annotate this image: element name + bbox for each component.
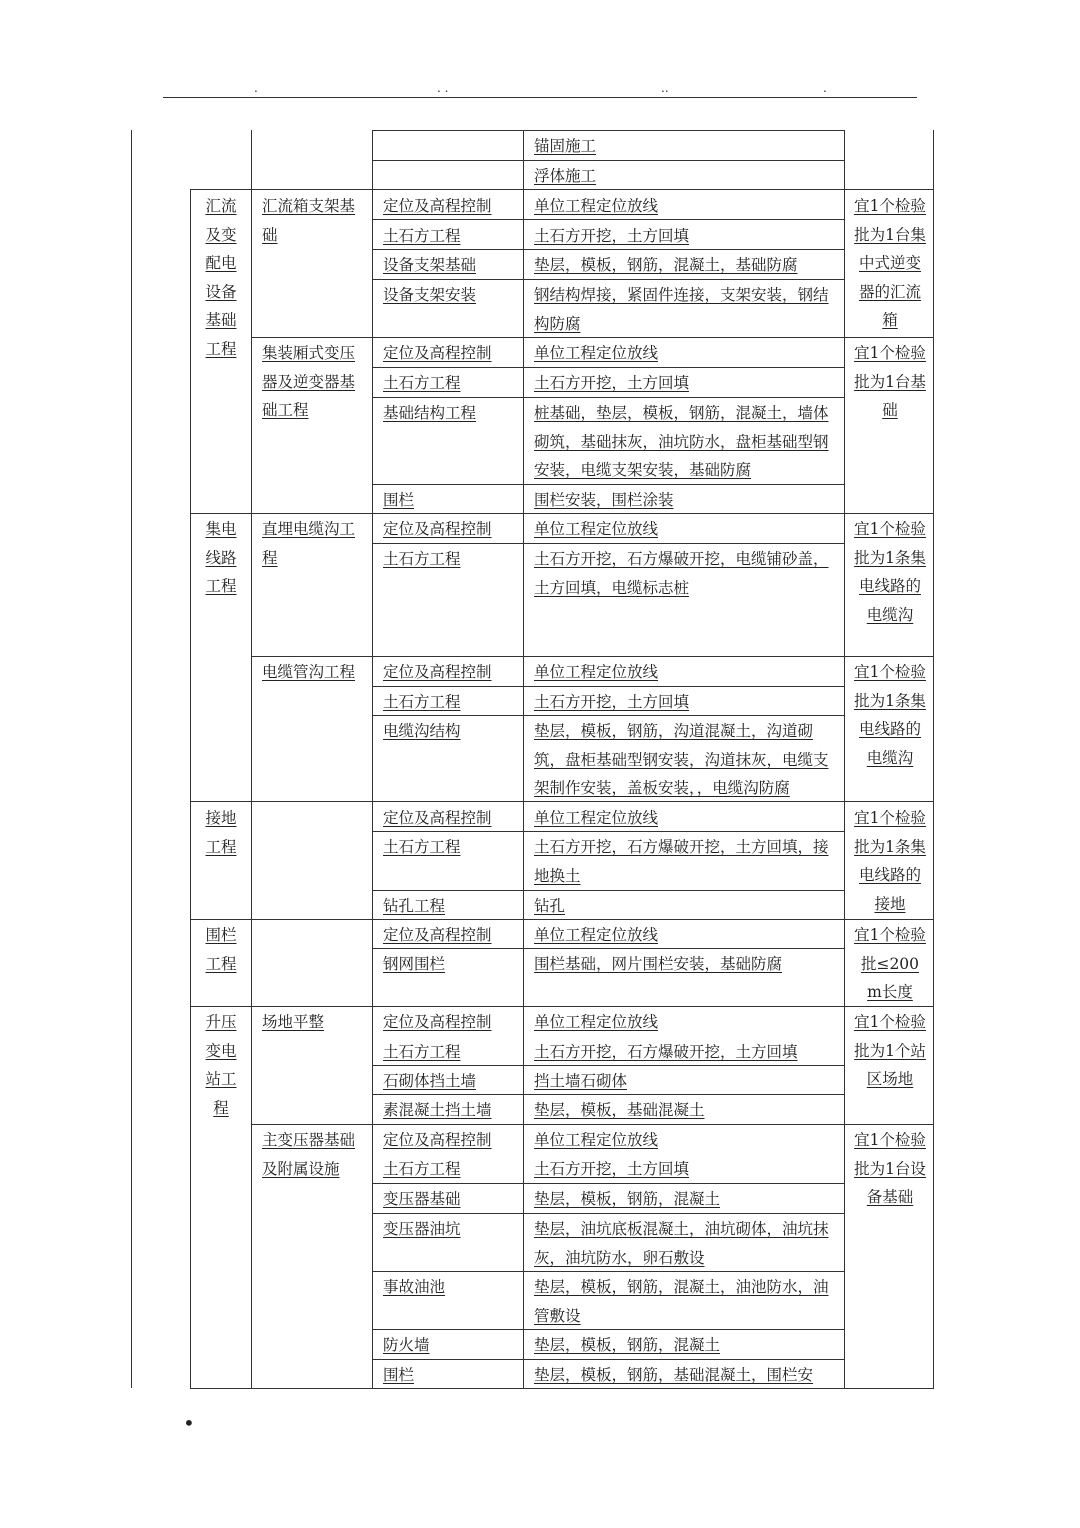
- subitem-cell: 定位及高程控制: [383, 344, 492, 362]
- subitem-cell: 土石方工程: [383, 227, 461, 245]
- table-line: [372, 130, 845, 131]
- table-line: [190, 189, 191, 1389]
- item-cell: 垫层，模板，钢筋，混凝土: [534, 1336, 721, 1354]
- subitem-cell: 变压器油坑: [383, 1220, 461, 1238]
- subitem-cell: 定位及高程控制: [383, 520, 492, 538]
- item-cell: 土石方开挖，石方爆破开挖，土方回填: [534, 1043, 798, 1061]
- item-cell: 桩基础，垫层，模板，钢筋，混凝土，墙体砌筑，基础抹灰，油坑防水，盘柜基础型钢安装，电缆支架安装，基础防腐: [534, 404, 829, 479]
- table-line: [844, 130, 845, 1389]
- subitem-cell: 基础结构工程: [383, 404, 477, 422]
- item-cell: 围栏基础，网片围栏安装，基础防腐: [534, 955, 783, 973]
- subitem-cell: 定位及高程控制: [383, 663, 492, 681]
- item-cell: 单位工程定位放线: [534, 1131, 659, 1149]
- item-cell: 浮体施工: [534, 167, 597, 185]
- item-cell: 锚固施工: [534, 137, 597, 155]
- batch-cell: 宜1个检验批为1台基础: [854, 344, 926, 419]
- item-cell: 土石方开挖，土方回填: [534, 693, 690, 711]
- footer-mark: •: [183, 1411, 195, 1435]
- item-cell: 土石方开挖，土方回填: [534, 1160, 690, 1178]
- subunit-cell: 场地平整: [262, 1013, 325, 1031]
- subitem-cell: 定位及高程控制: [383, 926, 492, 944]
- subitem-cell: 变压器基础: [383, 1190, 461, 1208]
- subitem-cell: 土石方工程: [383, 1043, 461, 1061]
- item-cell: 单位工程定位放线: [534, 520, 659, 538]
- subitem-cell: 定位及高程控制: [383, 197, 492, 215]
- header-mark: . .: [437, 81, 449, 95]
- subitem-cell: 定位及高程控制: [383, 809, 492, 827]
- batch-cell: 宜1个检验批为1条集电线路的接地: [854, 809, 926, 913]
- item-cell: 垫层，模板，基础混凝土: [534, 1101, 705, 1119]
- table-line: [844, 1124, 934, 1125]
- subitem-cell: 围栏: [383, 491, 415, 509]
- header-mark: ..: [661, 81, 669, 95]
- subitem-cell: 土石方工程: [383, 550, 461, 568]
- subunit-cell: 电缆管沟工程: [262, 663, 356, 681]
- table-line: [251, 656, 845, 657]
- item-cell: 垫层，模板，钢筋，混凝土，油池防水，油管敷设: [534, 1278, 829, 1325]
- item-cell: 单位工程定位放线: [534, 344, 659, 362]
- subunit-cell: 主变压器基础及附属设施: [262, 1131, 356, 1178]
- table-line: [372, 890, 845, 891]
- item-cell: 垫层，油坑底板混凝土，油坑砌体，油坑抹灰，油坑防水，卵石敷设: [534, 1220, 829, 1267]
- subunit-cell: 直埋电缆沟工程: [262, 520, 356, 567]
- subitem-cell: 钢网围栏: [383, 955, 446, 973]
- item-cell: 垫层，模板，钢筋，基础混凝土，围栏安: [534, 1366, 814, 1384]
- header-mark: .: [823, 81, 827, 95]
- item-cell: 土石方开挖，石方爆破开挖，电缆铺砂盖，土方回填，电缆标志桩: [534, 550, 829, 597]
- table-line: [933, 130, 934, 1389]
- batch-cell: 宜1个检验批≤200m长度: [854, 926, 926, 1001]
- item-cell: 单位工程定位放线: [534, 1013, 659, 1031]
- table-line: [372, 130, 373, 1389]
- item-cell: 单位工程定位放线: [534, 809, 659, 827]
- subitem-cell: 设备支架基础: [383, 256, 477, 274]
- subitem-cell: 设备支架安装: [383, 286, 477, 304]
- subitem-cell: 定位及高程控制: [383, 1013, 492, 1031]
- item-cell: 垫层，模板，钢筋，沟道混凝土，沟道砌筑，盘柜基础型钢安装，沟道抹灰，电缆支架制作安装，盖板安装，，电缆沟防腐: [534, 722, 829, 797]
- subitem-cell: 土石方工程: [383, 374, 461, 392]
- subitem-cell: 钻孔工程: [383, 897, 446, 915]
- item-cell: 单位工程定位放线: [534, 663, 659, 681]
- batch-cell: 宜1个检验批为1台设备基础: [854, 1131, 926, 1206]
- margin-rule: [131, 130, 132, 1388]
- item-cell: 单位工程定位放线: [534, 926, 659, 944]
- item-cell: 单位工程定位放线: [534, 197, 659, 215]
- item-cell: 土石方开挖，土方回填: [534, 374, 690, 392]
- subunit-cell: 汇流箱支架基础: [262, 197, 356, 244]
- subitem-cell: 防火墙: [383, 1336, 430, 1354]
- subitem-cell: 土石方工程: [383, 693, 461, 711]
- table-line: [190, 1006, 934, 1007]
- batch-cell: 宜1个检验批为1个站区场地: [854, 1013, 926, 1088]
- item-cell: 垫层，模板，钢筋，混凝土: [534, 1190, 721, 1208]
- item-cell: 钢结构焊接，紧固件连接，支架安装，钢结构防腐: [534, 286, 829, 333]
- table-line: [523, 130, 524, 1389]
- table-line: [251, 130, 252, 1389]
- page-header: [0, 82, 1080, 96]
- category-cell: 接地工程: [205, 809, 237, 856]
- table-line: [844, 656, 934, 657]
- subitem-cell: 事故油池: [383, 1278, 446, 1296]
- item-cell: 垫层，模板，钢筋，混凝土，基础防腐: [534, 256, 798, 274]
- batch-cell: 宜1个检验批为1条集电线路的电缆沟: [854, 520, 926, 624]
- item-cell: 挡土墙石砌体: [534, 1072, 628, 1090]
- header-divider: [163, 97, 917, 98]
- category-cell: 汇流及变配电设备基础工程: [205, 197, 237, 358]
- batch-cell: 宜1个检验批为1条集电线路的电缆沟: [854, 663, 926, 767]
- category-cell: 集电线路工程: [205, 520, 237, 595]
- item-cell: 钻孔: [534, 897, 566, 915]
- table-line: [844, 337, 934, 338]
- subitem-cell: 定位及高程控制: [383, 1131, 492, 1149]
- category-cell: 围栏工程: [205, 926, 237, 973]
- subitem-cell: 土石方工程: [383, 838, 461, 856]
- subitem-cell: 围栏: [383, 1366, 415, 1384]
- item-cell: 土石方开挖，石方爆破开挖，土方回填，接地换土: [534, 838, 829, 885]
- item-cell: 土石方开挖，土方回填: [534, 227, 690, 245]
- subitem-cell: 素混凝土挡土墙: [383, 1101, 492, 1119]
- header-mark: .: [254, 81, 258, 95]
- subunit-cell: 集装厢式变压器及逆变器基础工程: [262, 344, 356, 419]
- batch-cell: 宜1个检验批为1台集中式逆变器的汇流箱: [854, 197, 926, 329]
- subitem-cell: 土石方工程: [383, 1160, 461, 1178]
- category-cell: 升压变电站工程: [205, 1013, 237, 1117]
- subitem-cell: 石砌体挡土墙: [383, 1072, 477, 1090]
- inspection-table: [190, 130, 935, 1389]
- subitem-cell: 电缆沟结构: [383, 722, 461, 740]
- item-cell: 围栏安装，围栏涂装: [534, 491, 674, 509]
